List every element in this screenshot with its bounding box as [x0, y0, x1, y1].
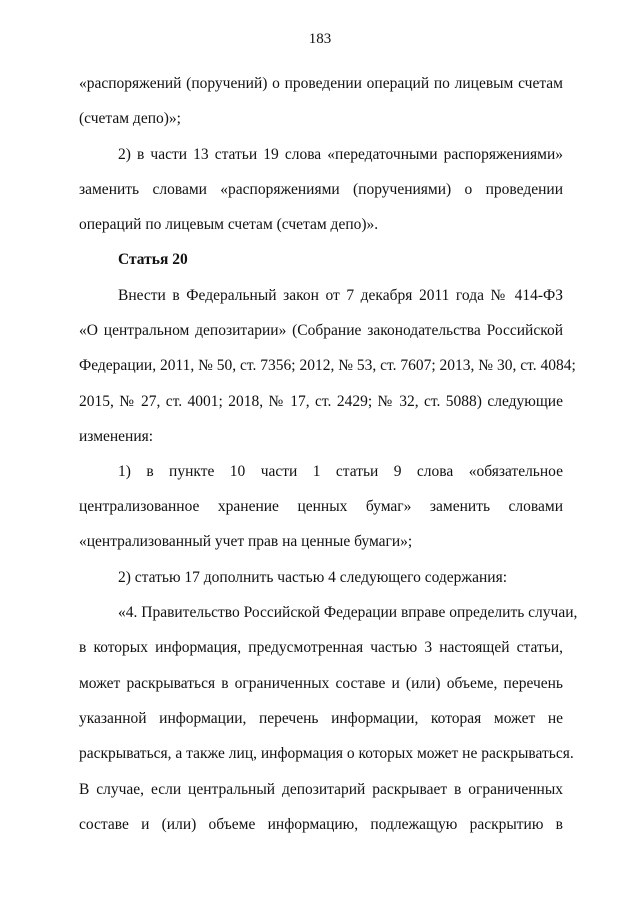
text-line: Федерации, 2011, № 50, ст. 7356; 2012, № 53, ст. 7607; 2013, № 30, ст. 4084;: [79, 357, 576, 374]
text-line: изменения:: [79, 428, 154, 445]
text-line: 1) в пункте 10 части 1 статьи 9 слова «обязательное: [118, 463, 563, 480]
text-line: централизованное хранение ценных бумаг» заменить словами: [79, 498, 563, 515]
text-line: «4. Правительство Российской Федерации вправе определить случаи,: [118, 604, 578, 621]
page-number: 183: [308, 31, 332, 47]
text-line: 2) в части 13 статьи 19 слова «передаточными распоряжениями»: [118, 146, 563, 163]
text-line: заменить словами «распоряжениями (поручениями) о проведении: [79, 181, 563, 198]
text-line: 2015, № 27, ст. 4001; 2018, № 17, ст. 2429; № 32, ст. 5088) следующие: [79, 393, 563, 410]
text-line: (счетам депо)»;: [79, 110, 181, 127]
text-line: Внести в Федеральный закон от 7 декабря 2011 года № 414-ФЗ: [118, 287, 563, 304]
article-heading: Статья 20: [118, 251, 188, 268]
text-line: раскрываться, а также лиц, информация о которых может не раскрываться.: [79, 745, 574, 762]
text-line: операций по лицевым счетам (счетам депо)».: [79, 216, 379, 233]
text-line: в которых информация, предусмотренная частью 3 настоящей статьи,: [79, 639, 563, 656]
text-line: «О центральном депозитарии» (Собрание законодательства Российской: [79, 322, 563, 339]
text-line: составе и (или) объеме информацию, подлежащую раскрытию в: [79, 816, 563, 833]
text-line: 2) статью 17 дополнить частью 4 следующего содержания:: [118, 569, 508, 586]
text-line: указанной информации, перечень информации, которая может не: [79, 710, 563, 727]
text-line: «распоряжений (поручений) о проведении операций по лицевым счетам: [79, 75, 563, 92]
text-line: может раскрываться в ограниченных составе и (или) объеме, перечень: [79, 675, 563, 692]
text-line: «централизованный учет прав на ценные бумаги»;: [79, 533, 413, 550]
text-line: В случае, если центральный депозитарий раскрывает в ограниченных: [79, 781, 563, 798]
